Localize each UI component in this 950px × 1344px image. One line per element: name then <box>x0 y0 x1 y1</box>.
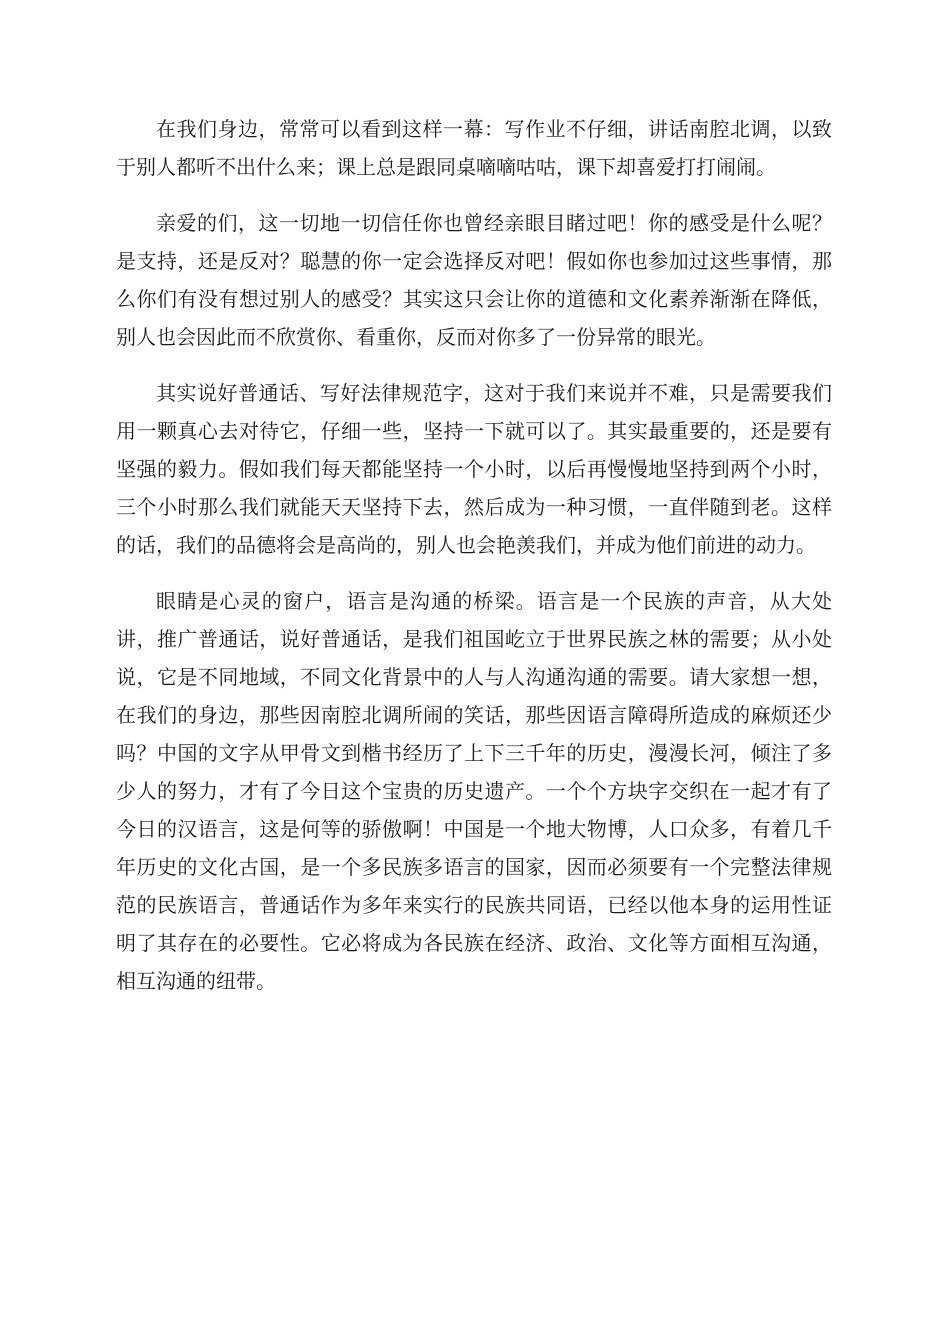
paragraph-4: 眼睛是心灵的窗户，语言是沟通的桥梁。语言是一个民族的声音，从大处讲，推广普通话，说好普通话，是我们祖国屹立于世界民族之林的需要；从小处说，它是不同地域，不同文化背景中的人与人沟通沟通的需要。请大家想一想，在我们的身边，那些因南腔北调所闹的笑话，那些因语言障碍所造成的麻烦还少吗？中国的文字从甲骨文到楷书经历了上下三千年的历史，漫漫长河，倾注了多少人的努力，才有了今日这个宝贵的历史遗产。一个个方块字交织在一起才有了今日的汉语言，这是何等的骄傲啊！中国是一个地大物博，人口众多，有着几千年历史的文化古国，是一个多民族多语言的国家，因而必须要有一个完整法律规范的民族语言，普通话作为多年来实行的民族共同语，已经以他本身的运用性证明了其存在的必要性。它必将成为各民族在经济、政治、文化等方面相互沟通，相互沟通的纽带。 <box>116 589 832 993</box>
document-body <box>116 110 832 1018</box>
paragraph-1: 在我们身边，常常可以看到这样一幕：写作业不仔细，讲话南腔北调，以致于别人都听不出什么来；课上总是跟同桌嘀嘀咕咕，课下却喜爱打打闹闹。 <box>116 117 832 179</box>
paragraph-2: 亲爱的们，这一切地一切信任你也曾经亲眼目睹过吧！你的感受是什么呢？是支持，还是反对？聪慧的你一定会选择反对吧！假如你也参加过这些事情，那么你们有没有想过别人的感受？其实这只会让你的道德和文化素养渐渐在降低，别人也会因此而不欣赏你、看重你，反而对你多了一份异常的眼光。 <box>116 211 832 349</box>
paragraph-3: 其实说好普通话、写好法律规范字，这对于我们来说并不难，只是需要我们用一颗真心去对待它，仔细一些，坚持一下就可以了。其实最重要的，还是要有坚强的毅力。假如我们每天都能坚持一个小时，以后再慢慢地坚持到两个小时，三个小时那么我们就能天天坚持下去，然后成为一种习惯，一直伴随到老。这样的话，我们的品德将会是高尚的，别人也会艳羡我们，并成为他们前进的动力。 <box>116 381 832 557</box>
